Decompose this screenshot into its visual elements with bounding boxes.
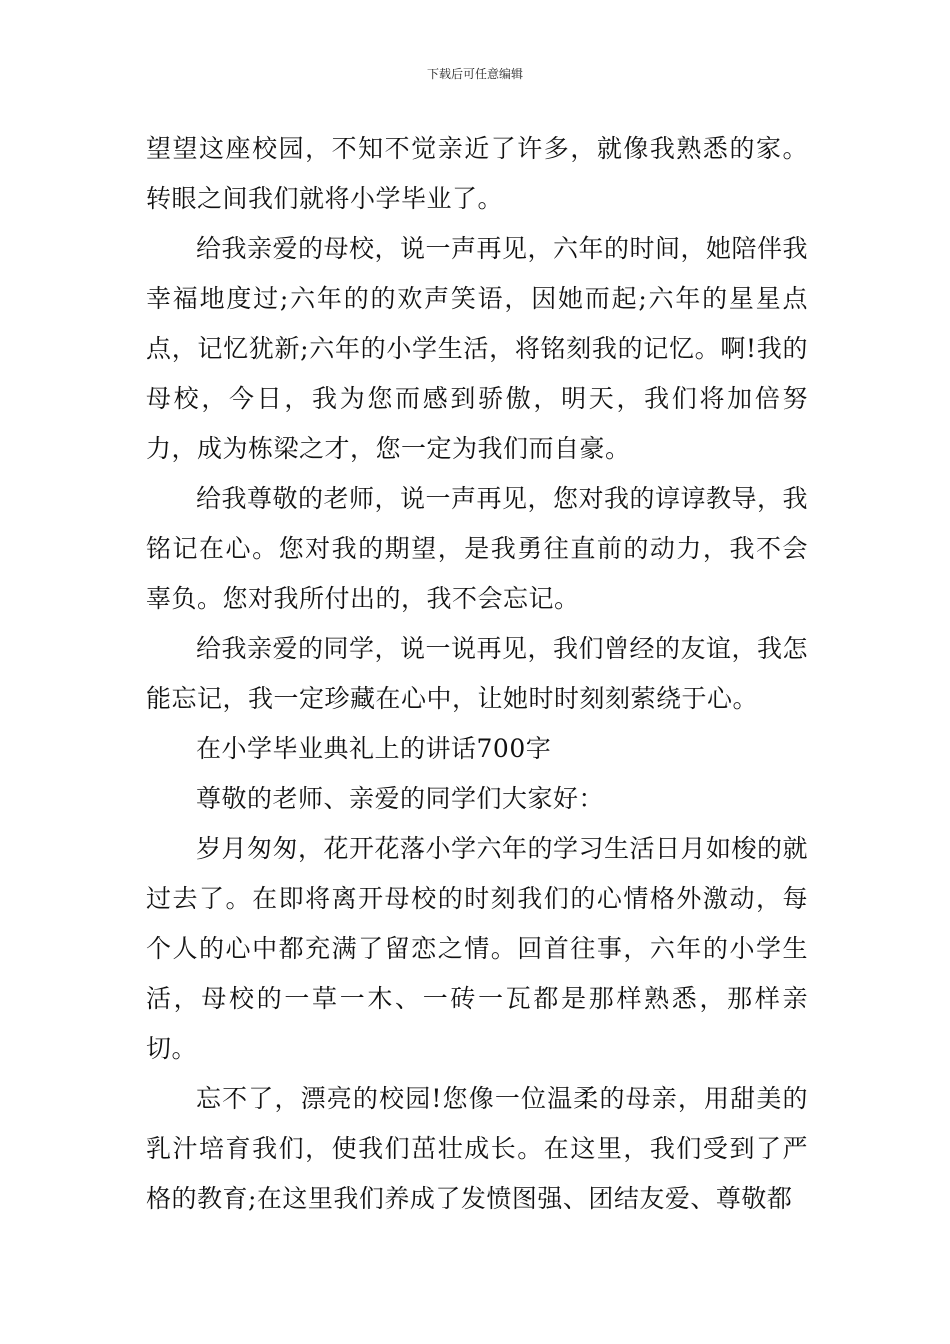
section-title: 在小学毕业典礼上的讲话700字 [196, 734, 552, 763]
salutation: 尊敬的老师、亲爱的同学们大家好： [196, 784, 605, 813]
paragraph-2: 给我亲爱的母校，说一声再见，六年的时间，她陪伴我幸福地度过;六年的的欢声笑语，因她而起;六年的星星点点，记忆犹新;六年的小学生活，将铭刻我的记忆。啊!我的母校，今日，我为您而感到骄傲，明天，我们将加倍努力，成为栋梁之才，您一定为我们而自豪。 [146, 234, 809, 463]
paragraph-4: 给我亲爱的同学，说一说再见，我们曾经的友谊，我怎能忘记，我一定珍藏在心中，让她时时刻刻萦绕于心。 [146, 634, 809, 713]
paragraph-7: 岁月匆匆，花开花落小学六年的学习生活日月如梭的就过去了。在即将离开母校的时刻我们的心情格外激动，每个人的心中都充满了留恋之情。回首往事，六年的小学生活，母校的一草一木、一砖一瓦都是那样熟悉，那样亲切。 [146, 834, 809, 1063]
document-body [146, 124, 808, 1224]
paragraph-1: 望望这座校园，不知不觉亲近了许多，就像我熟悉的家。转眼之间我们就将小学毕业了。 [146, 134, 808, 213]
paragraph-3: 给我尊敬的老师，说一声再见，您对我的谆谆教导，我铭记在心。您对我的期望，是我勇往直前的动力，我不会辜负。您对我所付出的，我不会忘记。 [146, 484, 809, 613]
page-header: 下载后可任意编辑 [426, 67, 523, 81]
paragraph-8: 忘不了，漂亮的校园!您像一位温柔的母亲，用甜美的乳汁培育我们，使我们茁壮成长。在这里，我们受到了严格的教育;在这里我们养成了发愤图强、团结友爱、尊敬都 [146, 1084, 808, 1213]
